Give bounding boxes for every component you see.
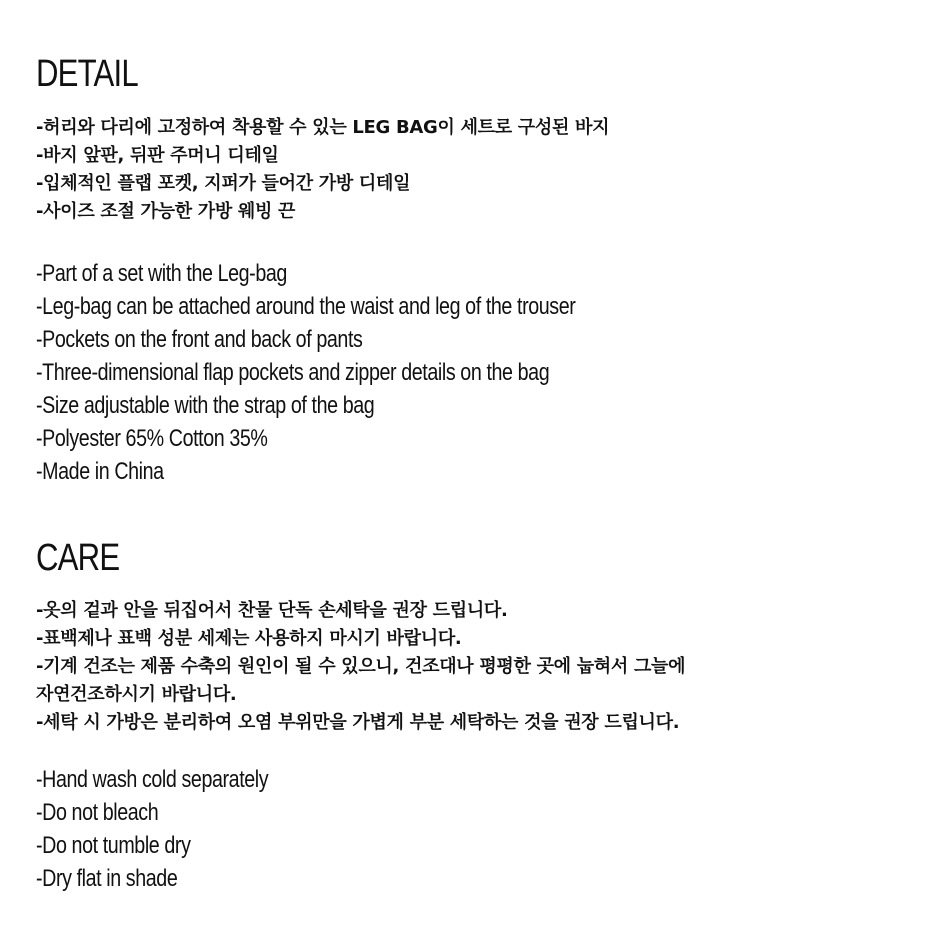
care-english-item: -Hand wash cold separately: [36, 766, 269, 793]
care-english-item: -Do not tumble dry: [36, 832, 191, 859]
detail-english-item: -Pockets on the front and back of pants: [36, 326, 363, 353]
detail-korean-item: -입체적인 플랩 포켓, 지퍼가 들어간 가방 디테일: [36, 173, 411, 194]
care-korean-item: -옷의 겉과 안을 뒤집어서 찬물 단독 손세탁을 권장 드립니다.: [36, 600, 508, 621]
care-korean-list: [36, 597, 685, 737]
care-english-item: -Dry flat in shade: [36, 865, 178, 892]
care-english-item: -Do not bleach: [36, 799, 159, 826]
detail-english-item: -Polyester 65% Cotton 35%: [36, 425, 268, 452]
detail-english-item: -Size adjustable with the strap of the bag: [36, 392, 375, 419]
detail-english-item: -Part of a set with the Leg-bag: [36, 260, 287, 287]
detail-english-item: -Leg-bag can be attached around the waist and leg of the trouser: [36, 293, 576, 320]
care-english-list: [36, 763, 319, 895]
care-heading: CARE: [36, 537, 120, 579]
detail-korean-item: -바지 앞판, 뒤판 주머니 디테일: [36, 145, 279, 166]
care-korean-item: 자연건조하시기 바랍니다.: [36, 684, 237, 705]
detail-korean-item: -사이즈 조절 가능한 가방 웨빙 끈: [36, 201, 296, 222]
care-korean-item: -표백제나 표백 성분 세제는 사용하지 마시기 바랍니다.: [36, 628, 462, 649]
detail-english-item: -Three-dimensional flap pockets and zipper details on the bag: [36, 359, 550, 386]
care-korean-item: -세탁 시 가방은 분리하여 오염 부위만을 가볍게 부분 세탁하는 것을 권장 드립니다.: [36, 712, 680, 733]
detail-korean-list: [36, 114, 609, 226]
detail-english-list: [36, 257, 694, 488]
care-korean-item: -기계 건조는 제품 수축의 원인이 될 수 있으니, 건조대나 평평한 곳에 눕혀서 그늘에: [36, 656, 686, 677]
detail-korean-item: -허리와 다리에 고정하여 착용할 수 있는 LEG BAG이 세트로 구성된 바지: [36, 117, 610, 138]
detail-english-item: -Made in China: [36, 458, 164, 485]
detail-heading: DETAIL: [36, 53, 138, 95]
